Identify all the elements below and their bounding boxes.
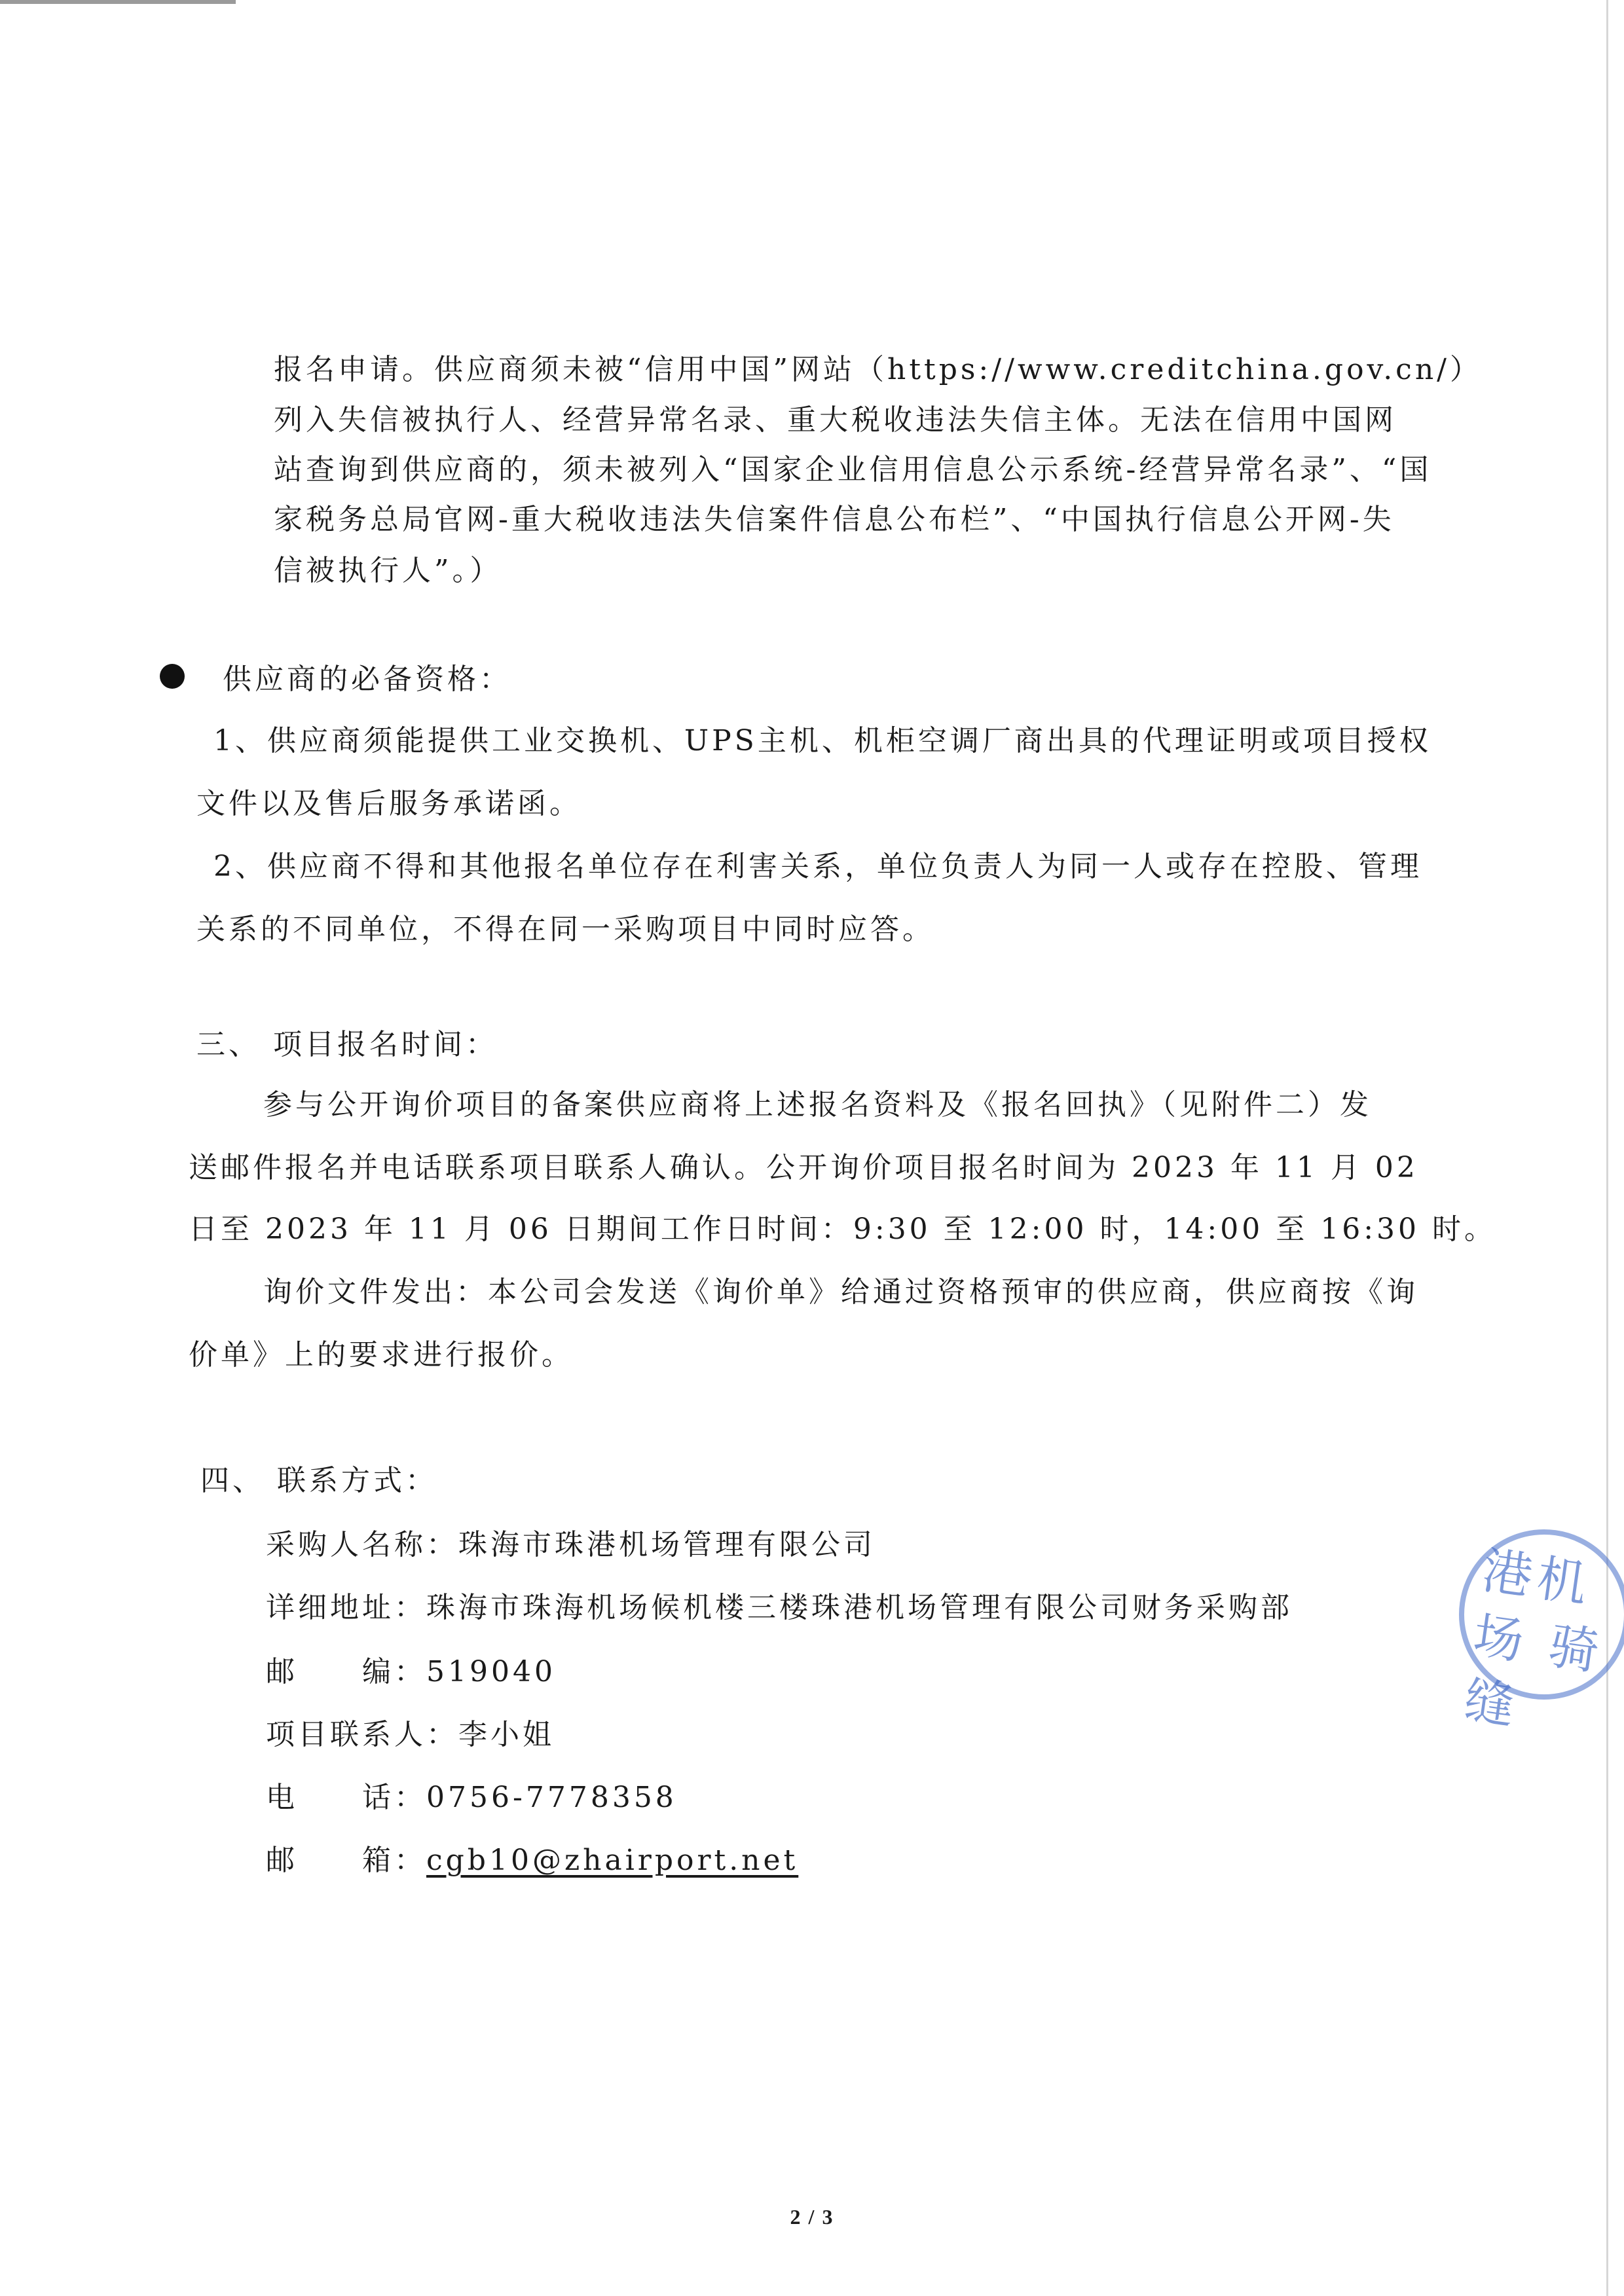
address: 详细地址：珠海市珠海机场候机楼三楼珠港机场管理有限公司财务采购部 xyxy=(266,1591,1293,1624)
reg-line-1: 报名申请。供应商须未被“信用中国”网站（https://www.creditchina.gov.cn/） xyxy=(274,353,1482,386)
reg-line-5: 信被执行人”。） xyxy=(274,554,502,587)
email-row xyxy=(266,1841,798,1880)
reg-line-2: 列入失信被执行人、经营异常名录、重大税收违法失信主体。无法在信用中国网 xyxy=(274,403,1397,437)
phone: 电 话：0756-7778358 xyxy=(266,1781,677,1814)
buyer-name: 采购人名称：珠海市珠港机场管理有限公司 xyxy=(266,1528,876,1561)
req2-line-2: 关系的不同单位，不得在同一采购项目中同时应答。 xyxy=(196,913,934,946)
email-link[interactable]: cgb10@zhairport.net xyxy=(426,1844,799,1877)
section3-heading: 三、 项目报名时间： xyxy=(196,1028,498,1061)
contact-person: 项目联系人：李小姐 xyxy=(266,1718,555,1751)
scan-edge-right xyxy=(1606,0,1608,2296)
qualification-heading: 供应商的必备资格： xyxy=(223,663,511,696)
bullet-dot-icon xyxy=(160,664,185,689)
seam-stamp: 港机场 骑缝 xyxy=(1448,1518,1624,1711)
s3-para2-line-2: 价单》上的要求进行报价。 xyxy=(189,1338,574,1372)
req2-line-1: 2、供应商不得和其他报名单位存在利害关系，单位负责人为同一人或存在控股、管理 xyxy=(213,850,1422,883)
page-number: 2 / 3 xyxy=(790,2205,834,2229)
email-label: 邮 箱： xyxy=(266,1844,426,1877)
s3-para2-line-1: 询价文件发出：本公司会发送《询价单》给通过资格预审的供应商，供应商按《询 xyxy=(263,1275,1418,1309)
s3-para1-line-3: 日至 2023 年 11 月 06 日期间工作日时间：9:30 至 12:00 时，14:00 至 16:30 时。 xyxy=(189,1212,1496,1246)
reg-line-4: 家税务总局官网-重大税收违法失信案件信息公布栏”、“中国执行信息公开网-失 xyxy=(274,503,1395,536)
req1-line-1: 1、供应商须能提供工业交换机、UPS主机、机柜空调厂商出具的代理证明或项目授权 xyxy=(213,724,1431,757)
section4-heading: 四、 联系方式： xyxy=(200,1464,437,1497)
postcode: 邮 编：519040 xyxy=(266,1655,556,1688)
s3-para1-line-1: 参与公开询价项目的备案供应商将上述报名资料及《报名回执》（见附件二）发 xyxy=(263,1088,1372,1121)
s3-para1-line-2: 送邮件报名并电话联系项目联系人确认。公开询价项目报名时间为 2023 年 11 月 02 xyxy=(189,1151,1418,1184)
scan-edge-top xyxy=(0,0,236,4)
reg-line-3: 站查询到供应商的，须未被列入“国家企业信用信息公示系统-经营异常名录”、“国 xyxy=(274,453,1432,486)
req1-line-2: 文件以及售后服务承诺函。 xyxy=(196,787,581,820)
